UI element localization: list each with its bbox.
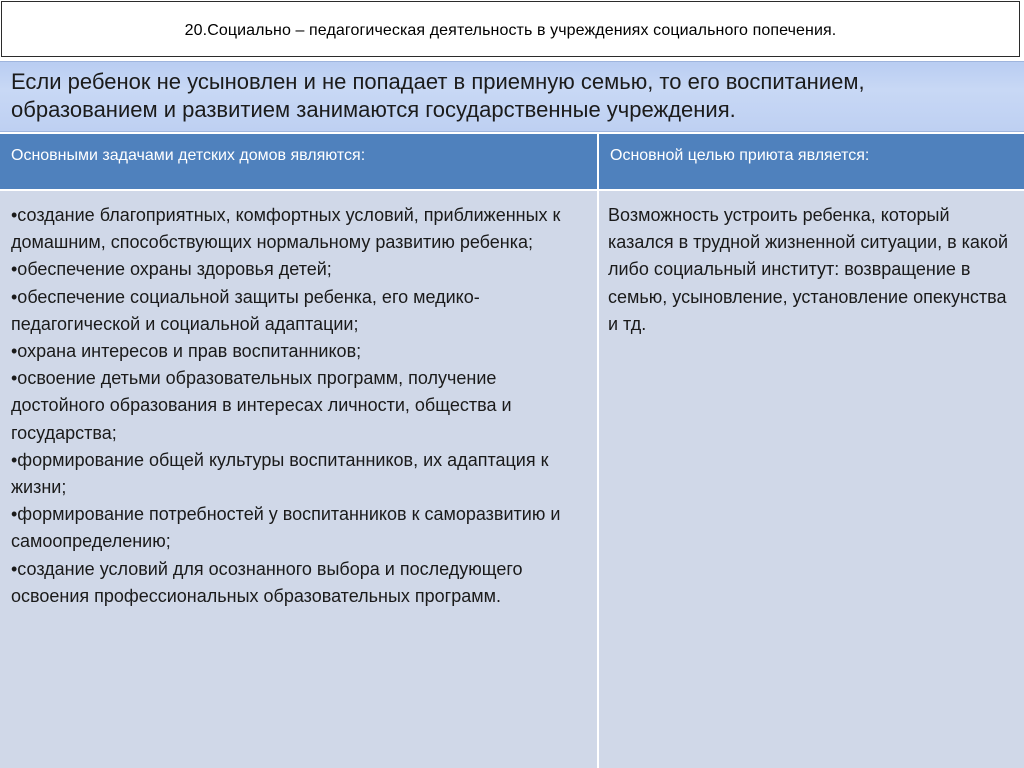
- list-item: •формирование общей культуры воспитанников, их адаптация к жизни;: [11, 449, 549, 498]
- list-item: •охрана интересов и прав воспитанников;: [11, 341, 362, 362]
- tasks-cell: [0, 191, 597, 768]
- list-item: •обеспечение охраны здоровья детей;: [11, 259, 332, 280]
- list-item: •создание благоприятных, комфортных условий, приближенных к домашним, способствующих нормальному развитию ребенка;: [11, 205, 561, 253]
- goal-cell: [599, 191, 1024, 768]
- header-tasks-label: Основными задачами детских домов являются:: [11, 147, 366, 164]
- slide-title: 20.Социально – педагогическая деятельность в учреждениях социального попечения.: [184, 22, 837, 39]
- list-item: •обеспечение социальной защиты ребенка, его медико-педагогической и социальной адаптации;: [11, 286, 480, 334]
- list-item: •формирование потребностей у воспитанников к саморазвитию и самоопределению;: [11, 504, 561, 552]
- intro-banner: [0, 61, 1024, 132]
- header-goal-label: Основной целью приюта является:: [610, 147, 870, 164]
- table-header-goal: [599, 134, 1024, 189]
- slide-title-box: [1, 1, 1020, 57]
- table-header-tasks: [0, 134, 597, 189]
- header-divider: [0, 189, 1024, 191]
- list-item: •создание условий для осознанного выбора и последующего освоения профессиональных образовательных программ.: [11, 558, 523, 606]
- goal-text: Возможность устроить ребенка, который казался в трудной жизненной ситуации, в какой либо социальный институт: возвращение в семью, усыновление, установление опекунства и тд.: [608, 205, 1009, 334]
- list-item: •освоение детьми образовательных программ, получение достойного образования в интересах личности, общества и государства;: [11, 368, 512, 443]
- intro-text: Если ребенок не усыновлен и не попадает в приемную семью, то его воспитанием, образованием и развитием занимаются государственные учреждения.: [11, 69, 865, 122]
- comparison-table: [0, 134, 1024, 768]
- column-divider: [597, 134, 599, 768]
- tasks-list: [11, 202, 591, 610]
